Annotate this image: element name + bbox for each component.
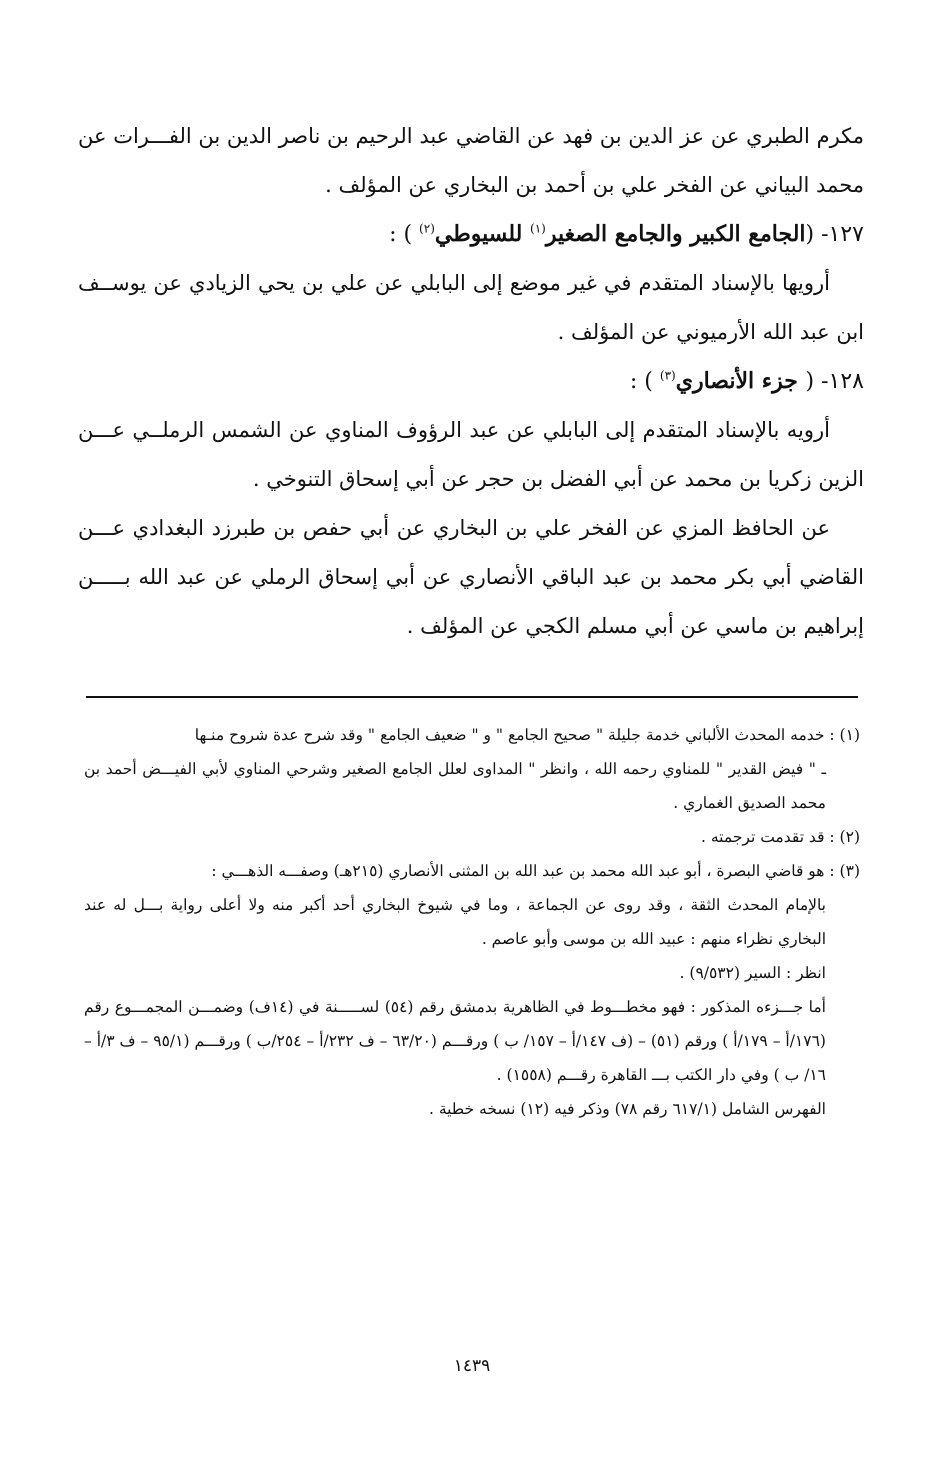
heading-close: ) :	[629, 369, 660, 394]
footnote-3-index: الفهرس الشامل (٦١٧/١ رقم ٧٨) وذكر فيه (١٢) نسخه خطية .	[428, 1100, 826, 1118]
footnote-ref: (٢)	[419, 221, 435, 236]
footnote-divider	[86, 696, 858, 698]
footnote-3-body: بالإمام المحدث الثقة ، وقد روى عن الجماعة ، وما في شيوخ البخاري أحد أكبر منه ولا أعلى رواية بـــل له عند البخاري نظراء منهم : عبيد الله بن موسى وأبو عاصم .	[84, 896, 826, 948]
heading-number: ١٢٧- (	[805, 222, 864, 247]
paragraph-128-b: عن الحافظ المزي عن الفخر علي بن البخاري عن أبي حفص بن طبرزد البغدادي عـــن القاضي أبي بكر محمد بن عبد الباقي الأنصاري عن أبي إسحاق الرملي عن عبد الله بـــــن إبراهيم بن ماسي عن أبي مسلم الكجي عن المؤلف .	[78, 516, 864, 638]
heading-title-author: للسيوطي	[434, 221, 530, 247]
heading-number: ١٢٨- (	[805, 369, 864, 394]
paragraph-continuation: مكرم الطبري عن عز الدين بن فهد عن القاضي عبد الرحيم بن ناصر الدين بن الفـــرات عن محمد البياني عن الفخر علي بن أحمد بن البخاري عن المؤلف .	[78, 124, 864, 197]
heading-title: الجامع الكبير والجامع الصغير	[545, 221, 806, 247]
footnote-1-head: (١) : خدمه المحدث الألباني خدمة جليلة " صحيح الجامع " و " ضعيف الجامع " وقد شرح عدة شروح منـها	[194, 726, 860, 744]
footnote-ref: (٣)	[659, 368, 676, 383]
section-heading-128	[78, 357, 864, 406]
paragraph-127: أرويها بالإسناد المتقدم في غير موضع إلى البابلي عن علي بن يحي الزيادي عن يوســف ابن عبد الله الأرميوني عن المؤلف .	[78, 271, 864, 344]
heading-close: ) :	[389, 222, 420, 247]
footnote-2: (٢) : قد تقدمت ترجمته .	[701, 828, 860, 846]
page-number: ١٤٣٩	[453, 1356, 491, 1376]
footnote-3-manuscript: أما جـــزءه المذكور : فهو مخطـــوط في الظاهرية بدمشق رقم (٥٤) لســـــنة في (١٤ف) وضمـــن المجمـــوع رقم (١٧٦/أ – ١٧٩/أ ) ورقم (٥١) – (ف ١٤٧/أ – ١٥٧/ ب ) ورقـــم (٦٣/٢٠ – ف ٢٣٢/أ – ٢٥٤/ب ) ورقـــم (٩٥/١ – ف ٣/أ – ١٦/ ب ) وفي دار الكتب بـــ القاهرة رقـــم (١٥٥٨) .	[84, 998, 826, 1084]
footnote-ref: (١)	[530, 221, 546, 236]
footnotes	[84, 718, 860, 1126]
heading-title: جزء الأنصاري	[675, 368, 806, 394]
footnote-1-body: ـ " فيض القدير " للمناوي رحمه الله ، وانظر " المداوى لعلل الجامع الصغير وشرحي المناوي لأبي الفيـــض أحمد بن محمد الصديق الغماري .	[84, 760, 826, 812]
paragraph-128-a: أرويه بالإسناد المتقدم إلى البابلي عن عبد الرؤوف المناوي عن الشمس الرملــي عـــن الزين زكريا بن محمد عن أبي الفضل بن حجر عن أبي إسحاق التنوخي .	[78, 418, 864, 491]
section-heading-127	[78, 210, 864, 259]
footnote-3-reference: انظر : السير (٩/٥٣٢) .	[679, 964, 826, 982]
footnote-3-head: (٣) : هو قاضي البصرة ، أبو عبد الله محمد بن عبد الله بن المثنى الأنصاري (٢١٥هـ) وصفـــه الذهـــي :	[211, 862, 860, 880]
main-text	[78, 112, 864, 651]
